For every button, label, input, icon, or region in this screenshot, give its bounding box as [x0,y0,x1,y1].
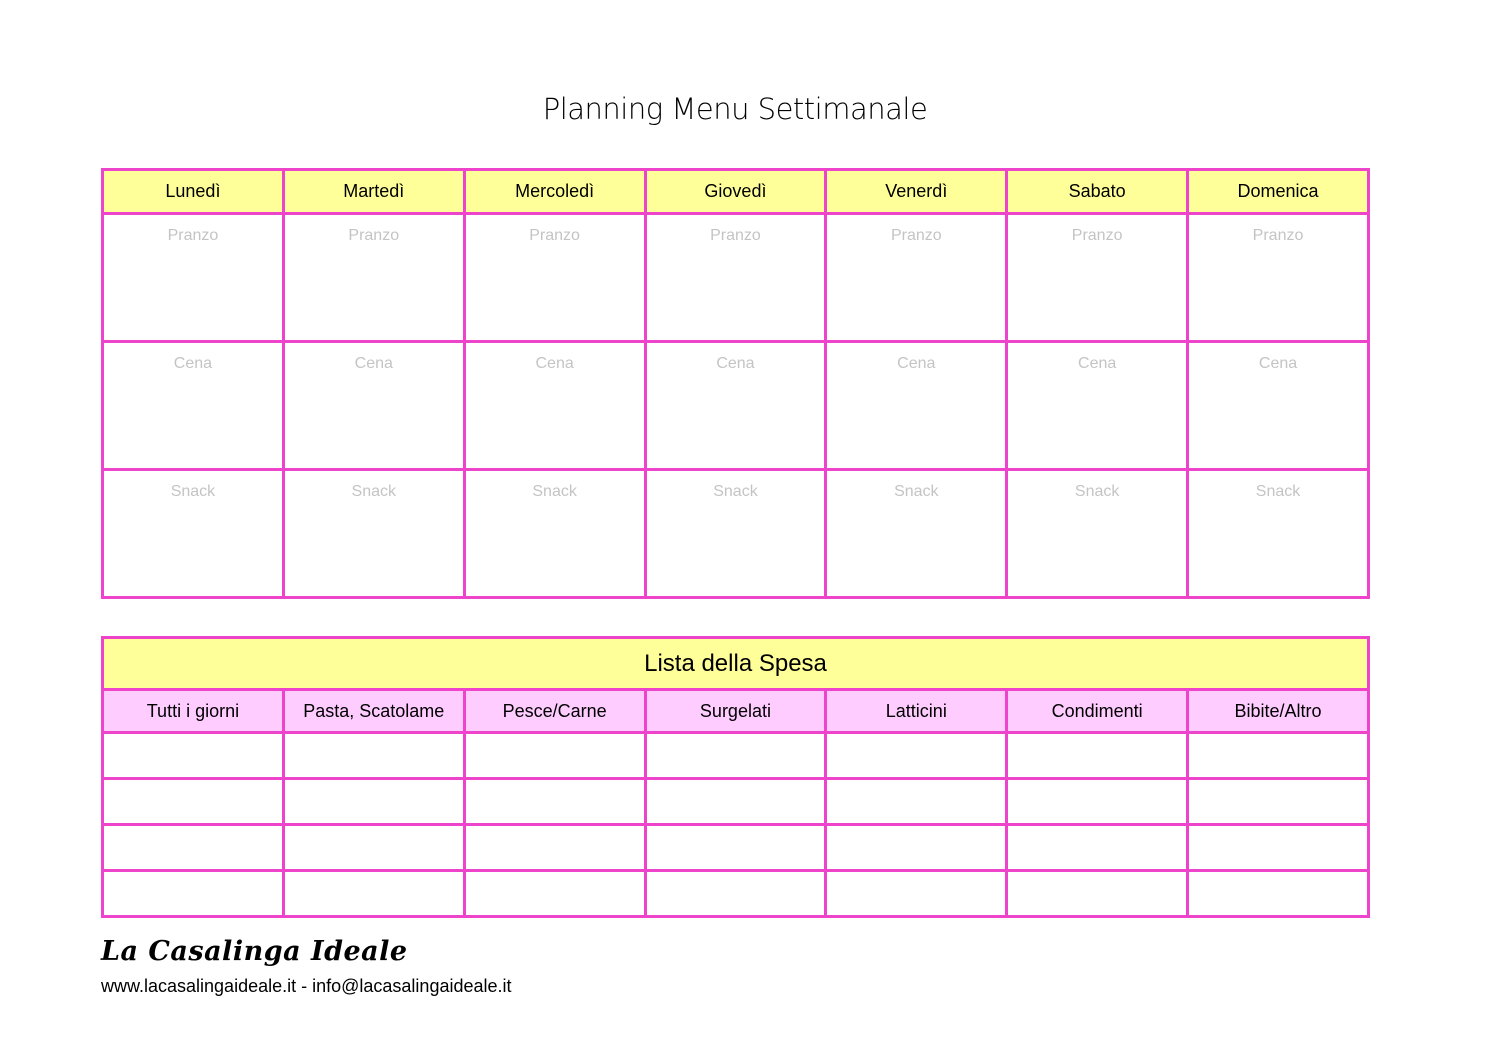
shopping-cell[interactable] [464,825,645,871]
shopping-cell[interactable] [464,733,645,779]
meal-placeholder: Snack [1255,483,1301,500]
day-header: Mercoledì [464,170,645,214]
shopping-cell[interactable] [645,871,826,917]
category-header-row [103,690,1369,733]
shopping-cell[interactable] [103,871,284,917]
category-header: Latticini [826,690,1007,733]
meal-placeholder: Cena [716,355,755,372]
meal-cell[interactable] [645,342,826,470]
day-header: Sabato [1007,170,1188,214]
category-header: Pasta, Scatolame [283,690,464,733]
meal-cell[interactable] [826,470,1007,598]
meal-placeholder: Pranzo [1252,227,1304,244]
meal-placeholder: Pranzo [890,227,942,244]
category-header: Tutti i giorni [103,690,284,733]
shopping-cell[interactable] [1007,871,1188,917]
weekly-menu-table [101,168,1370,599]
shopping-cell[interactable] [464,779,645,825]
meal-placeholder: Snack [532,483,577,500]
shopping-cell[interactable] [103,825,284,871]
shopping-row [103,779,1369,825]
meal-placeholder: Snack [1074,483,1120,500]
day-header: Giovedì [645,170,826,214]
meal-row [103,214,1369,342]
shopping-cell[interactable] [826,733,1007,779]
shopping-cell[interactable] [1007,733,1188,779]
meal-row [103,470,1369,598]
shopping-cell[interactable] [1188,733,1369,779]
shopping-cell[interactable] [283,825,464,871]
shopping-cell[interactable] [1007,825,1188,871]
day-header: Venerdì [826,170,1007,214]
shopping-cell[interactable] [1188,871,1369,917]
shopping-cell[interactable] [826,871,1007,917]
meal-cell[interactable] [1188,470,1369,598]
meal-cell[interactable] [464,470,645,598]
meal-cell[interactable] [1007,342,1188,470]
meal-placeholder: Cena [897,355,936,372]
meal-cell[interactable] [283,342,464,470]
shopping-cell[interactable] [283,779,464,825]
menu-body [103,214,1369,598]
shopping-cell[interactable] [283,733,464,779]
shopping-row [103,825,1369,871]
shopping-title-row [103,638,1369,690]
meal-placeholder: Pranzo [710,227,761,244]
meal-placeholder: Snack [713,483,758,500]
meal-placeholder: Pranzo [348,227,400,244]
shopping-cell[interactable] [1188,779,1369,825]
shopping-cell[interactable] [826,779,1007,825]
day-header: Lunedì [103,170,284,214]
shopping-cell[interactable] [645,733,826,779]
day-header: Martedì [283,170,464,214]
shopping-cell[interactable] [464,871,645,917]
meal-placeholder: Snack [170,483,216,500]
shopping-cell[interactable] [283,871,464,917]
meal-placeholder: Cena [173,355,213,372]
category-header: Pesce/Carne [464,690,645,733]
meal-cell[interactable] [283,470,464,598]
meal-cell[interactable] [1007,214,1188,342]
contact-line: www.lacasalingaideale.it - info@lacasalingaideale.it [101,976,512,996]
meal-cell[interactable] [283,214,464,342]
meal-placeholder: Snack [351,483,396,500]
meal-cell[interactable] [826,214,1007,342]
meal-placeholder: Pranzo [529,227,580,244]
meal-cell[interactable] [103,470,284,598]
meal-cell[interactable] [1188,214,1369,342]
meal-placeholder: Cena [535,355,574,372]
day-header: Domenica [1188,170,1369,214]
meal-cell[interactable] [103,342,284,470]
shopping-cell[interactable] [103,733,284,779]
shopping-body [103,733,1369,917]
shopping-cell[interactable] [645,825,826,871]
shopping-cell[interactable] [1007,779,1188,825]
page-title: Planning Menu Settimanale [542,92,928,126]
shopping-list-title: Lista della Spesa [103,638,1369,690]
category-header: Condimenti [1007,690,1188,733]
category-header: Bibite/Altro [1188,690,1369,733]
shopping-row [103,871,1369,917]
meal-placeholder: Pranzo [167,227,219,244]
meal-placeholder: Cena [1258,355,1298,372]
meal-cell[interactable] [103,214,284,342]
meal-placeholder: Cena [1078,355,1117,372]
meal-cell[interactable] [1007,470,1188,598]
meal-placeholder: Pranzo [1071,227,1123,244]
meal-row [103,342,1369,470]
meal-placeholder: Snack [894,483,939,500]
meal-cell[interactable] [645,214,826,342]
shopping-list-table [101,636,1370,918]
shopping-cell[interactable] [1188,825,1369,871]
brand-logo-text: La Casalinga Ideale [101,936,408,967]
meal-cell[interactable] [1188,342,1369,470]
meal-cell[interactable] [826,342,1007,470]
shopping-cell[interactable] [103,779,284,825]
meal-cell[interactable] [464,214,645,342]
category-header: Surgelati [645,690,826,733]
meal-placeholder: Cena [354,355,393,372]
meal-cell[interactable] [645,470,826,598]
meal-cell[interactable] [464,342,645,470]
shopping-cell[interactable] [826,825,1007,871]
day-header-row [103,170,1369,214]
shopping-cell[interactable] [645,779,826,825]
shopping-row [103,733,1369,779]
